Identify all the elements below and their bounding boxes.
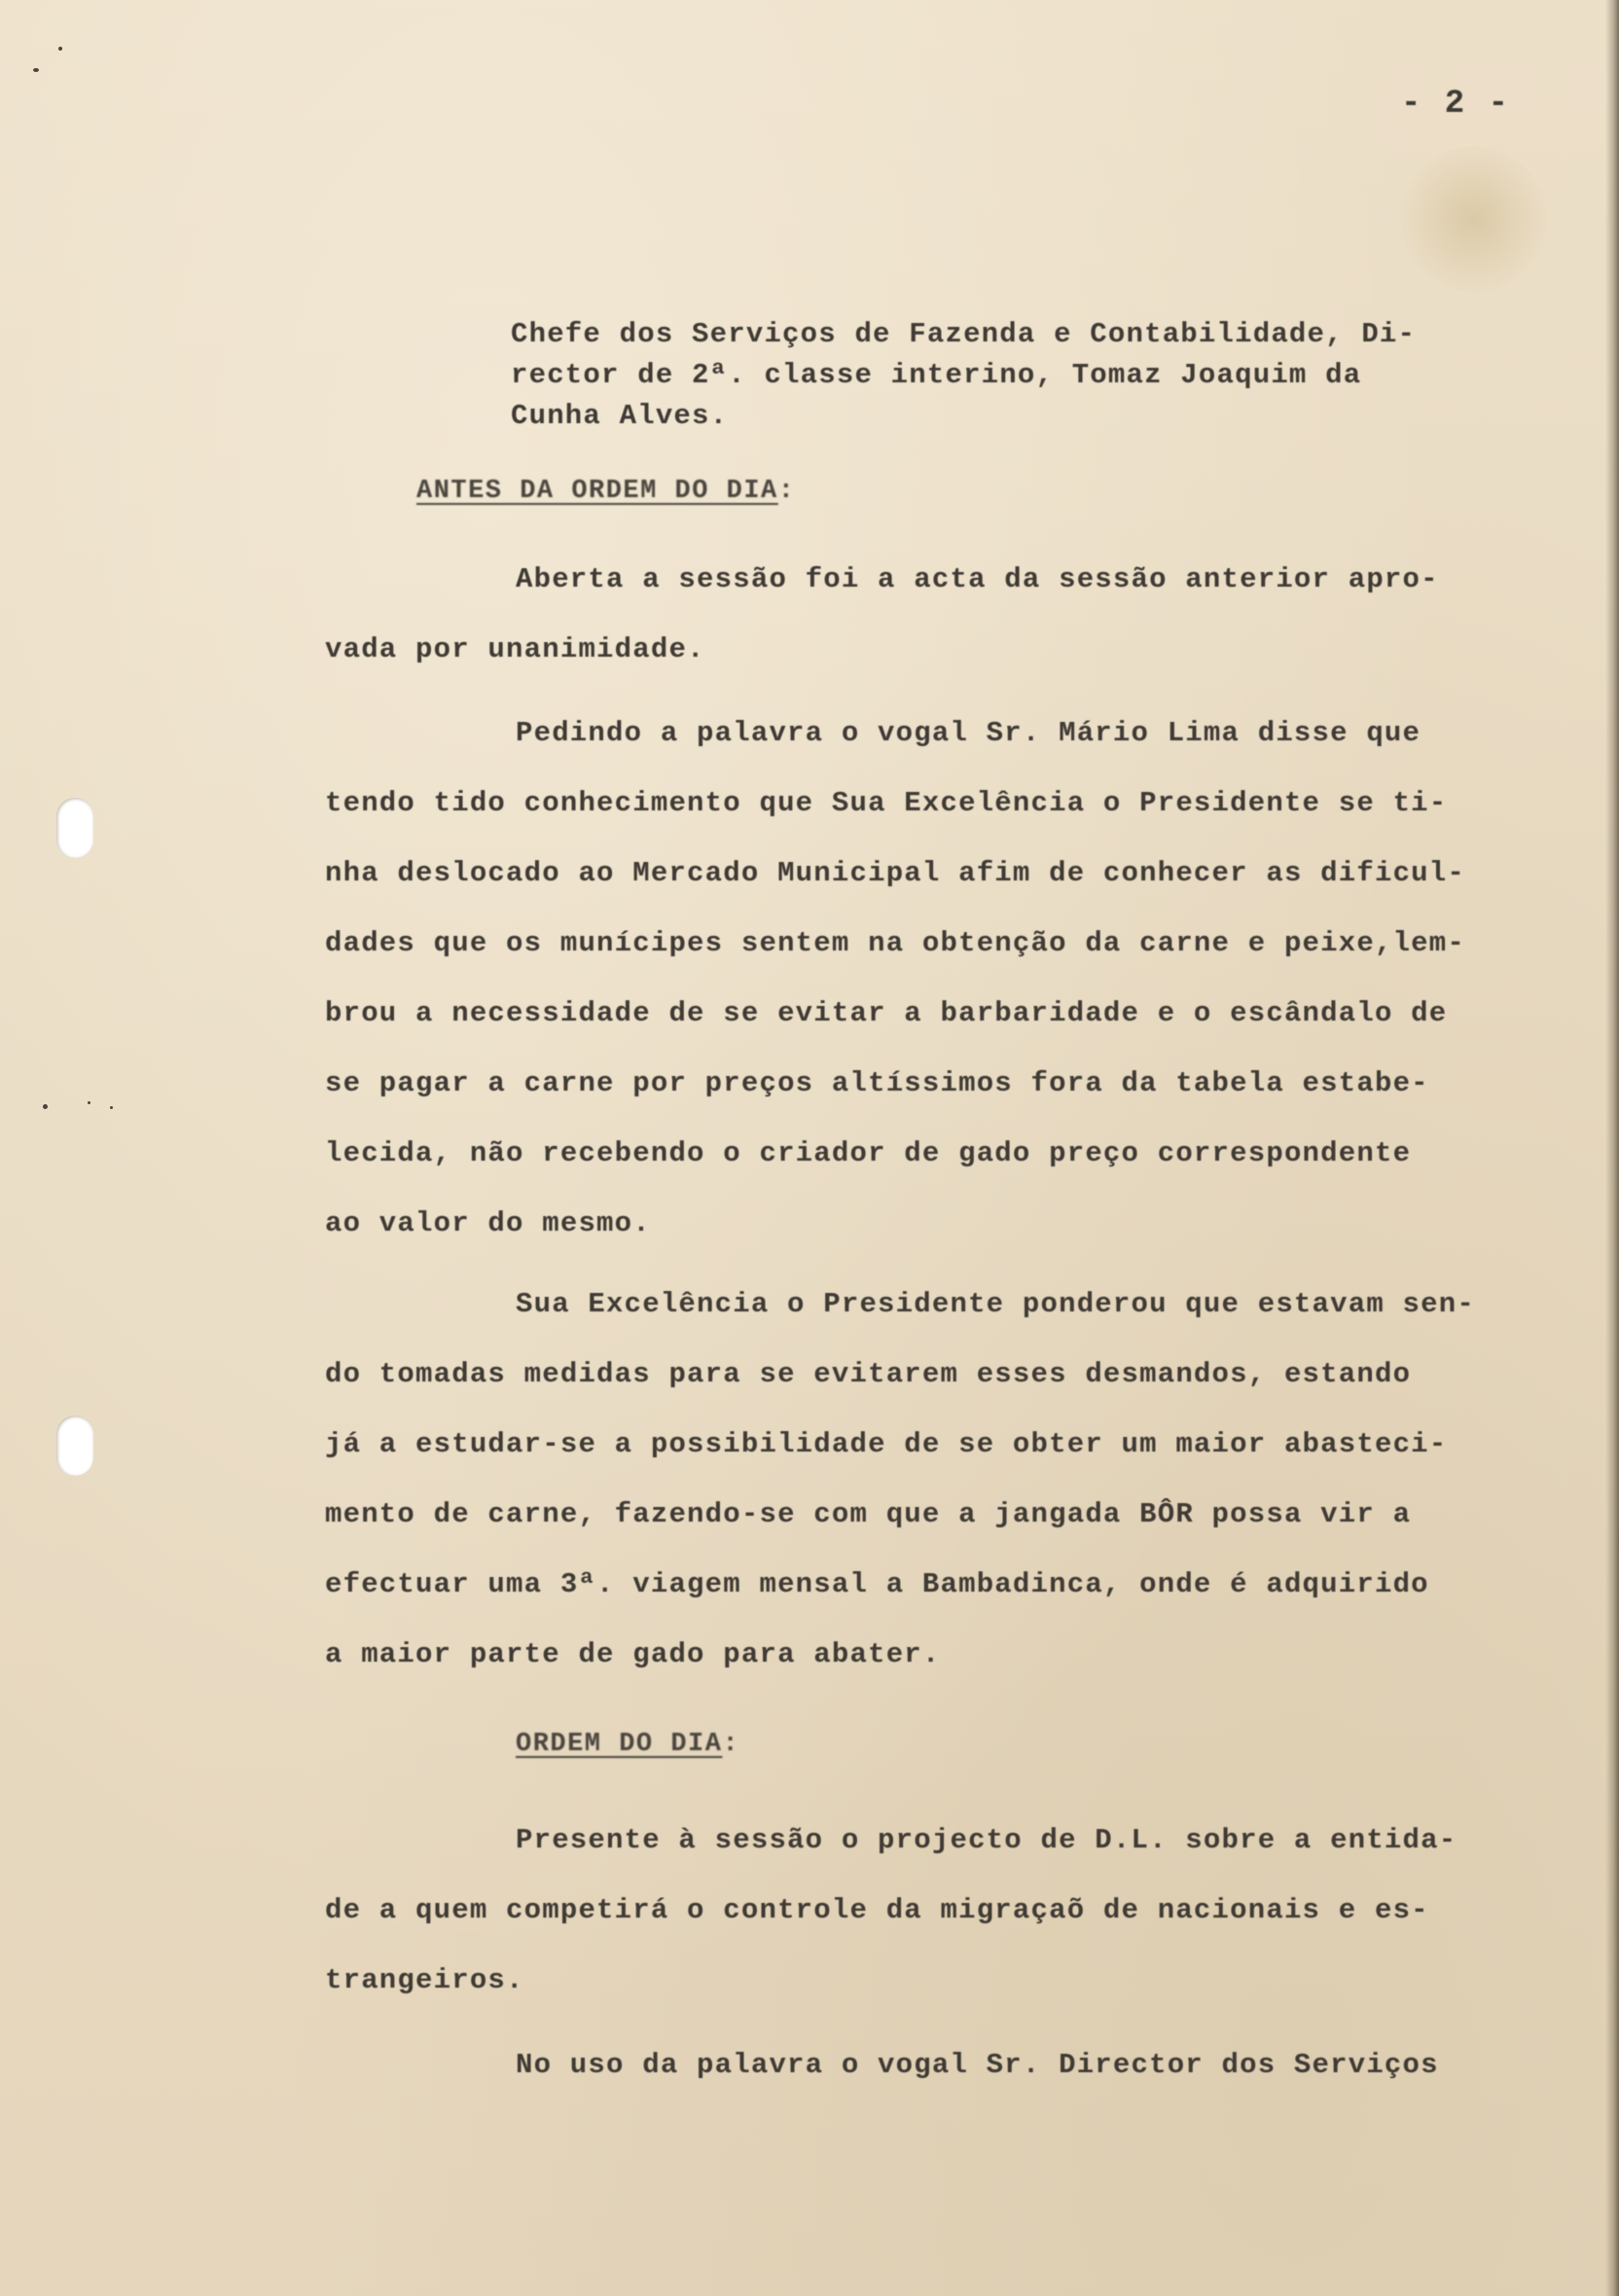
- section-heading-colon: :: [777, 477, 796, 506]
- ink-speck: [58, 47, 62, 51]
- paragraph-line: tendo tido conhecimento que Sua Excelência o Presidente se ti-: [325, 787, 1448, 819]
- paragraph-line: lecida, não recebendo o criador de gado preço correspondente: [325, 1137, 1412, 1169]
- paragraph-line: nha deslocado ao Mercado Municipal afim de conhecer as dificul-: [325, 857, 1465, 889]
- paragraph-presidente: [325, 1270, 1522, 1690]
- paragraph-mario-lima: [325, 699, 1522, 1259]
- paragraph-line: dades que os munícipes sentem na obtenção da carne e peixe,lem-: [325, 927, 1465, 959]
- paper-stain: [1401, 146, 1547, 292]
- section-heading-ordem: [516, 1730, 739, 1759]
- paragraph-line: Aberta a sessão foi a acta da sessão anterior apro-: [516, 563, 1439, 595]
- header-text: [511, 314, 1503, 437]
- paragraph-line: de a quem competirá o controle da migraçaõ de nacionais e es-: [325, 1894, 1429, 1926]
- punch-hole-lower: [56, 1416, 93, 1476]
- section-heading-antes: [416, 477, 795, 506]
- header-line: rector de 2ª. classe interino, Tomaz Joaquim da: [511, 359, 1362, 391]
- paragraph-projecto: [325, 1806, 1522, 2016]
- ink-speck: [110, 1106, 113, 1109]
- punch-hole-upper: [56, 798, 93, 858]
- header-line: Chefe dos Serviços de Fazenda e Contabilidade, Di-: [511, 318, 1417, 350]
- paragraph-acta: [325, 545, 1522, 685]
- paragraph-line: Pedindo a palavra o vogal Sr. Mário Lima disse que: [516, 717, 1421, 749]
- paragraph-line: Sua Excelência o Presidente ponderou que estavam sen-: [516, 1288, 1475, 1320]
- section-heading-colon: :: [722, 1730, 740, 1759]
- paragraph-line: Presente à sessão o projecto de D.L. sobre a entida-: [516, 1824, 1457, 1856]
- section-heading-text: ANTES DA ORDEM DO DIA: [416, 477, 778, 506]
- header-line: Cunha Alves.: [511, 400, 729, 432]
- paragraph-line: No uso da palavra o vogal Sr. Director dos Serviços: [516, 2049, 1439, 2081]
- paragraph-director: [325, 2030, 1522, 2100]
- paragraph-line: ao valor do mesmo.: [325, 1207, 651, 1239]
- paragraph-line: vada por unanimidade.: [325, 633, 705, 665]
- paragraph-line: se pagar a carne por preços altíssimos fora da tabela estabe-: [325, 1067, 1429, 1099]
- page-number: - 2 -: [1401, 86, 1511, 123]
- paragraph-line: mento de carne, fazendo-se com que a jangada BÔR possa vir a: [325, 1498, 1412, 1530]
- section-heading-text: ORDEM DO DIA: [516, 1730, 723, 1759]
- paragraph-line: brou a necessidade de se evitar a barbaridade e o escândalo de: [325, 997, 1448, 1029]
- paragraph-line: efectuar uma 3ª. viagem mensal a Bambadinca, onde é adquirido: [325, 1568, 1429, 1600]
- paragraph-line: do tomadas medidas para se evitarem esses desmandos, estando: [325, 1358, 1412, 1390]
- paragraph-line: trangeiros.: [325, 1964, 524, 1996]
- paragraph-line: a maior parte de gado para abater.: [325, 1638, 941, 1670]
- ink-speck: [43, 1104, 48, 1109]
- page-edge-shadow: [1605, 0, 1619, 2296]
- ink-speck: [33, 68, 39, 72]
- paragraph-line: já a estudar-se a possibilidade de se obter um maior abasteci-: [325, 1428, 1448, 1460]
- ink-speck: [88, 1101, 90, 1104]
